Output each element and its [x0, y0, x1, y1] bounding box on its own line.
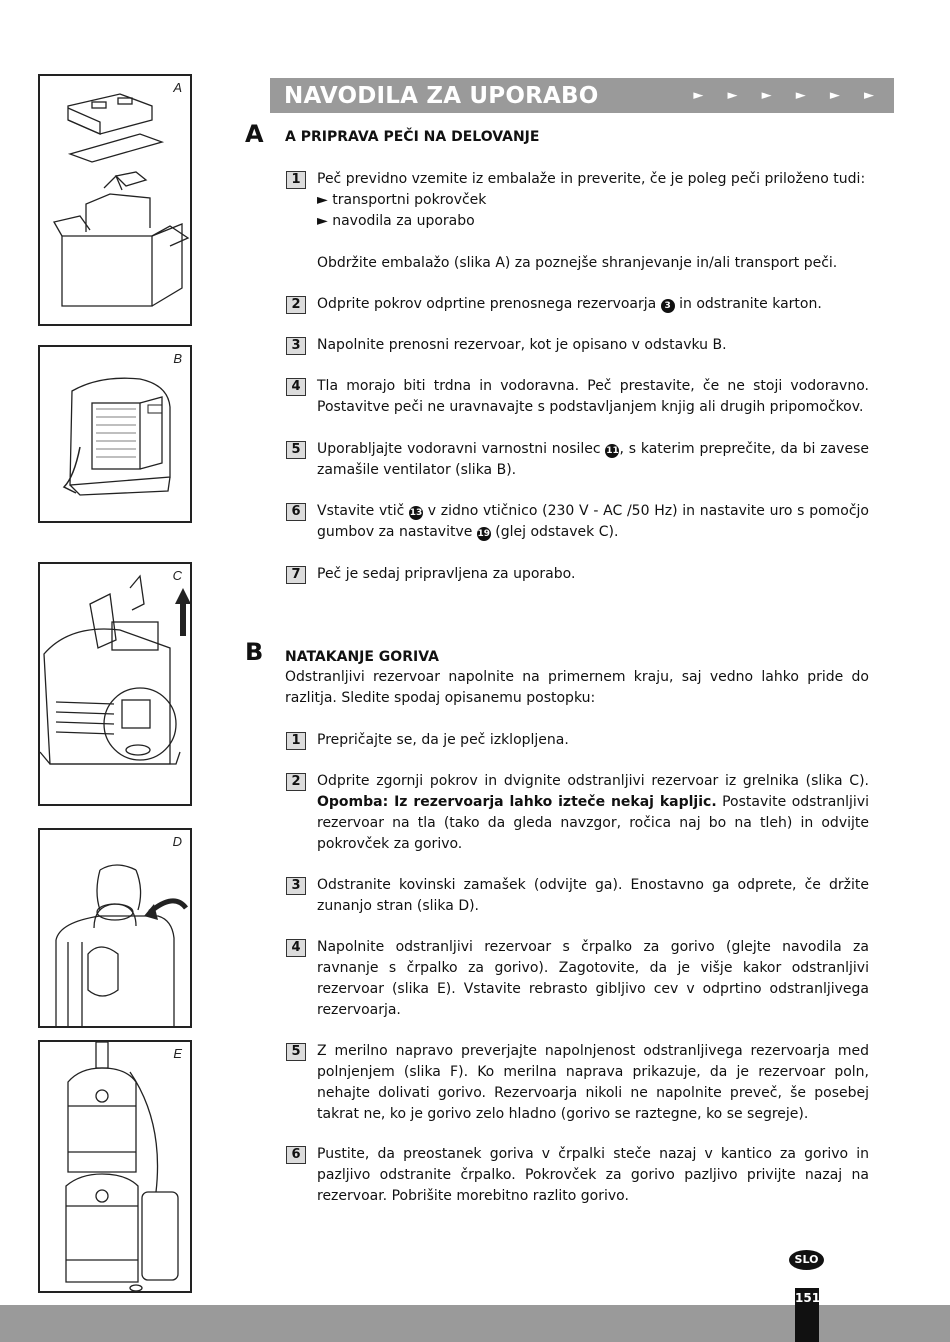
keep-note: Obdržite embalažo (slika A) za poznejše shranjevanje in/ali transport peči.	[317, 255, 838, 271]
ref-badge: 3	[661, 299, 675, 313]
step-text: Odstranite kovinski zamašek (odvijte ga). Enostavno ga odprete, če držite zunanjo stran (slika D).	[317, 877, 869, 914]
section-b-letter: B	[245, 638, 264, 666]
header-bar	[270, 78, 894, 113]
note-bold: Opomba: Iz rezervoarja lahko izteče nekaj kapljic.	[317, 794, 717, 810]
figure-label: A	[173, 80, 182, 95]
language-badge: SLO	[789, 1250, 824, 1270]
step-number: 6	[286, 1146, 306, 1164]
step-number: 3	[286, 337, 306, 355]
section-a-letter: A	[245, 120, 264, 148]
ref-badge: 11	[606, 446, 619, 456]
step-text: Peč je sedaj pripravljena za uporabo.	[317, 566, 576, 582]
figure-label: D	[172, 834, 182, 849]
step-text: Peč previdno vzemite iz embalaže in preverite, če je poleg peči priloženo tudi: ► transportni pokrovček ► navodila za uporabo Obdržite embalažo (slika A) za poznejše shranjevanje in/ali transport peči.	[317, 169, 869, 274]
figure-a	[38, 74, 192, 326]
figure-c	[38, 562, 192, 806]
step-number: 5	[286, 441, 306, 459]
step-number: 4	[286, 378, 306, 396]
step-text: Napolnite prenosni rezervoar, kot je opisano v odstavku B.	[317, 337, 727, 353]
figure-e	[38, 1040, 192, 1293]
bullet-item: ► transportni pokrovček	[317, 192, 487, 208]
step-number: 4	[286, 939, 306, 957]
figure-b	[38, 345, 192, 523]
step-number: 7	[286, 566, 306, 584]
ref-badge: 19	[477, 529, 491, 539]
step-text: Odprite pokrov odprtine prenosnega rezervoarja 3 in odstranite karton.	[317, 296, 822, 312]
step-number: 5	[286, 1043, 306, 1061]
header-arrows-icon: ► ► ► ► ► ►	[693, 88, 884, 103]
figure-label: E	[173, 1046, 182, 1061]
page-title: NAVODILA ZA UPORABO	[284, 82, 599, 109]
bullet-item: ► navodila za uporabo	[317, 213, 475, 229]
step-text: Tla morajo biti trdna in vodoravna. Peč prestavite, če ne stoji vodoravno. Postavitve peči ne uravnavajte s podstavljanjem knjig ali drugih pripomočkov.	[317, 378, 869, 415]
ref-badge: 13	[409, 508, 423, 518]
step-number: 1	[286, 732, 306, 750]
step-number: 2	[286, 296, 306, 314]
step-text: Napolnite odstranljivi rezervoar s črpalko za gorivo (glejte navodila za ravnanje s črpalko za gorivo). Zagotovite, da je višje kakor odstranljivi rezervoar (slika E). Vstavite rebrasto gibljivo cev v odprtino odstranljivega rezervoarja.	[317, 939, 869, 1018]
pump-fill-illustration	[40, 1042, 190, 1291]
tank-lift-illustration	[40, 564, 190, 804]
section-b-intro: Odstranljivi rezervoar napolnite na primernem kraju, saj vedno lahko pride do razlitja. Sledite spodaj opisanemu postopku:	[285, 669, 869, 706]
step-number: 2	[286, 773, 306, 791]
step-text: Pustite, da preostanek goriva v črpalki steče nazaj v kantico za gorivo in pazljivo odstranite črpalko. Pokrovček za gorivo pazljivo privijte nazaj na rezervoar. Pobrišite morebitno razlito gorivo.	[317, 1146, 869, 1204]
packaging-illustration	[40, 76, 190, 324]
step-text: Vstavite vtič 13 v zidno vtičnico (230 V - AC /50 Hz) in nastavite uro s pomočjo gumbov za nastavitve 19 (glej odstavek C).	[317, 503, 870, 540]
step-text: Z merilno napravo preverjajte napolnjenost odstranljivega rezervoarja med polnjenjem (slika F). Ko merilna naprava prikazuje, da je rezervoar poln, nehajte dolivati gorivo. Rezervoarja nikoli ne napolnite preveč, še posebej takrat ne, ko je gorivo zelo hladno (gorivo se raztegne, ko se segreje).	[317, 1043, 869, 1122]
step-text: Odprite zgornji pokrov in dvignite odstranljivi rezervoar iz grelnika (slika C). Opomba: Iz rezervoarja lahko izteče nekaj kapljic. Postavite odstranljivi rezervoar na tla (tako da gleda navzgor, ročica naj bo na tleh) in odvijte pokrovček za gorivo.	[317, 773, 869, 852]
heater-back-illustration	[40, 347, 190, 521]
figure-label: B	[173, 351, 182, 366]
figure-label: C	[172, 568, 182, 583]
section-a-title: A PRIPRAVA PEČI NA DELOVANJE	[285, 129, 540, 145]
step-text: Uporabljajte vodoravni varnostni nosilec 11, s katerim preprečite, da bi zavese zamašile ventilator (slika B).	[317, 441, 869, 478]
section-b-title: NATAKANJE GORIVA	[285, 649, 439, 665]
step-number: 1	[286, 171, 306, 189]
step-text: Prepričajte se, da je peč izklopljena.	[317, 732, 569, 748]
step-number: 3	[286, 877, 306, 895]
unscrew-cap-illustration	[40, 830, 190, 1026]
page-number: 151	[795, 1288, 819, 1342]
step-number: 6	[286, 503, 306, 521]
figure-d	[38, 828, 192, 1028]
